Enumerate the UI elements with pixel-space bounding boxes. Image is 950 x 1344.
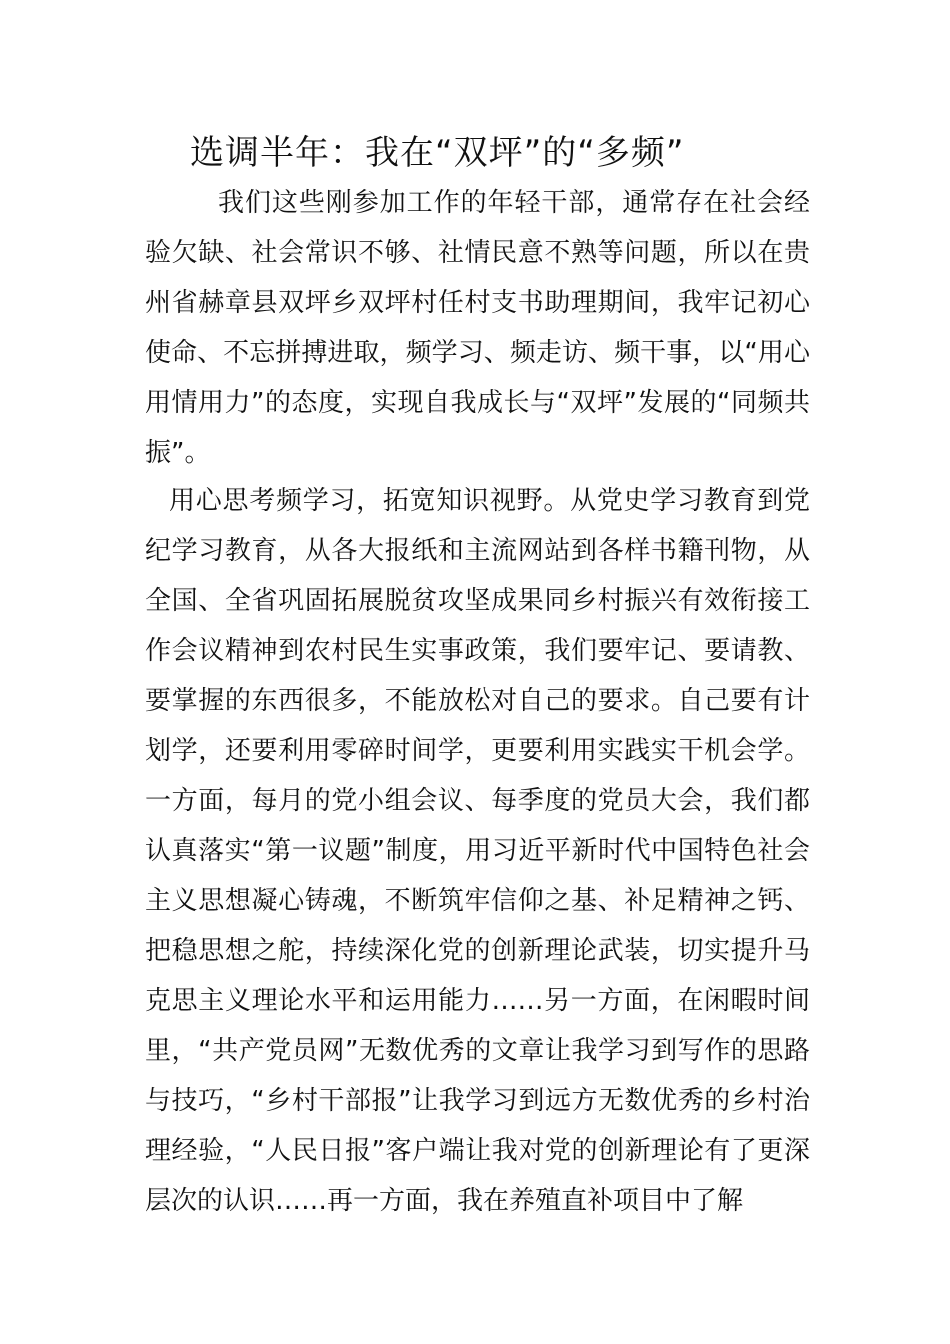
paragraph-study: 用心思考频学习，拓宽知识视野。从党史学习教育到党纪学习教育，从各大报纸和主流网站到各样书籍刊物，从全国、全省巩固拓展脱贫攻坚成果同乡村振兴有效衔接工作会议精神到农村民生实事政策，我们要牢记、要请教、要掌握的东西很多，不能放松对自己的要求。自己要有计划学，还要利用零碎时间学，更要利用实践实干机会学。一方面，每月的党小组会议、每季度的党员大会，我们都认真落实“第一议题”制度，用习近平新时代中国特色社会主义思想凝心铸魂，不断筑牢信仰之基、补足精神之钙、把稳思想之舵，持续深化党的创新理论武装，切实提升马克思主义理论水平和运用能力……另一方面，在闲暇时间里，“共产党员网”无数优秀的文章让我学习到写作的思路与技巧，“乡村干部报”让我学习到远方无数优秀的乡村治理经验，“人民日报”客户端让我对党的创新理论有了更深层次的认识……再一方面，我在养殖直补项目中了解	[145, 486, 810, 1216]
paragraph-intro: 我们这些刚参加工作的年轻干部，通常存在社会经验欠缺、社会常识不够、社情民意不熟等问题，所以在贵州省赫章县双坪乡双坪村任村支书助理期间，我牢记初心使命、不忘拼搏进取，频学习、频走访、频干事，以“用心用情用力”的态度，实现自我成长与“双坪”发展的“同频共振”。	[145, 188, 810, 468]
document-title: 选调半年：我在“双坪”的“多频”	[190, 133, 685, 173]
